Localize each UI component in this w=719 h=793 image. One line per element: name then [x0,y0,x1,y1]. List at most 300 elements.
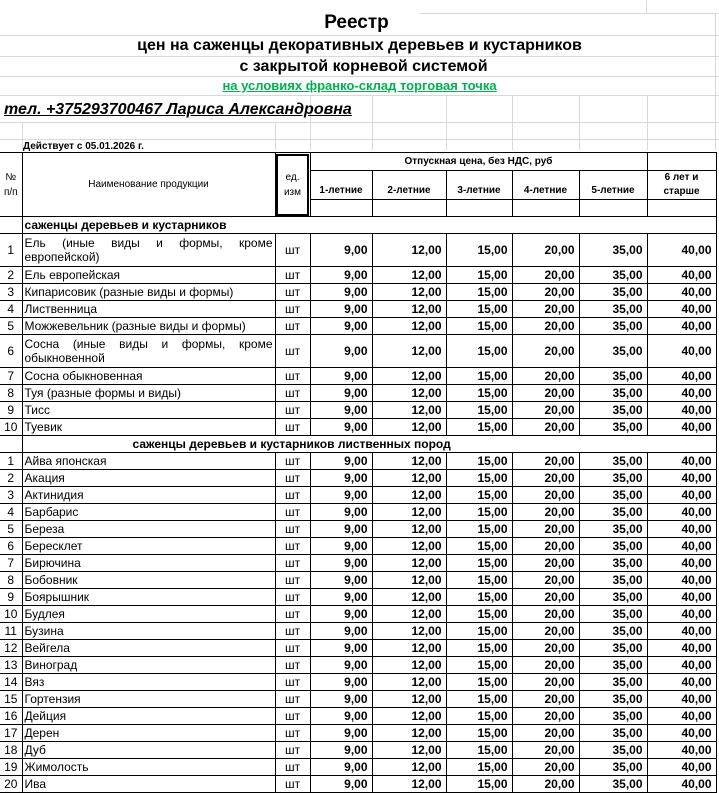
price-cell: 40,00 [647,521,716,538]
price-cell: 20,00 [512,708,579,725]
col-number-header: № п/п [0,153,22,217]
table-row [0,284,716,301]
unit-of-measure: шт [275,267,310,284]
price-cell: 12,00 [372,589,446,606]
row-number: 9 [0,589,22,606]
product-name: Сосна обыкновенная [22,368,275,385]
col-name-header: Наименование продукции [22,153,275,217]
col-price-1-header: 1-летние [310,171,372,200]
price-cell: 9,00 [310,555,372,572]
price-cell: 15,00 [446,470,512,487]
price-cell: 35,00 [579,504,647,521]
price-cell: 20,00 [512,385,579,402]
price-cell: 9,00 [310,674,372,691]
document-title: Реестр [324,12,389,33]
price-cell: 20,00 [512,674,579,691]
price-cell: 20,00 [512,606,579,623]
product-name: Вяз [22,674,275,691]
price-cell: 20,00 [512,640,579,657]
price-cell: 9,00 [310,301,372,318]
product-name: Бузина [22,623,275,640]
price-cell: 35,00 [579,301,647,318]
price-cell: 20,00 [512,504,579,521]
price-cell: 15,00 [446,538,512,555]
price-cell: 35,00 [579,385,647,402]
price-cell: 12,00 [372,708,446,725]
price-cell: 40,00 [647,538,716,555]
product-name: Береза [22,521,275,538]
price-cell: 9,00 [310,657,372,674]
price-cell: 20,00 [512,487,579,504]
price-cell: 9,00 [310,470,372,487]
price-cell: 9,00 [310,572,372,589]
document-subtitle: цен на саженцы декоративных деревьев и кустарников [137,37,582,54]
price-cell: 20,00 [512,725,579,742]
price-cell: 35,00 [579,419,647,436]
row-number: 10 [0,606,22,623]
row-number: 9 [0,402,22,419]
price-cell: 40,00 [647,623,716,640]
price-cell: 35,00 [579,487,647,504]
price-cell: 35,00 [579,234,647,267]
price-cell: 35,00 [579,284,647,301]
price-cell: 20,00 [512,572,579,589]
price-cell: 40,00 [647,284,716,301]
price-cell: 40,00 [647,691,716,708]
table-row [0,555,716,572]
price-cell: 40,00 [647,589,716,606]
price-cell: 12,00 [372,572,446,589]
table-row [0,640,716,657]
price-cell: 40,00 [647,742,716,759]
price-cell: 35,00 [579,335,647,368]
price-cell: 9,00 [310,691,372,708]
price-cell: 40,00 [647,470,716,487]
price-cell: 12,00 [372,759,446,776]
price-cell: 12,00 [372,284,446,301]
price-cell: 12,00 [372,776,446,793]
price-cell: 15,00 [446,402,512,419]
unit-of-measure: шт [275,776,310,793]
price-cell: 15,00 [446,284,512,301]
price-cell: 20,00 [512,538,579,555]
product-name: Дейция [22,708,275,725]
price-cell: 15,00 [446,691,512,708]
price-cell: 12,00 [372,640,446,657]
blank-cell [0,436,22,453]
price-cell: 40,00 [647,335,716,368]
price-cell: 15,00 [446,301,512,318]
col-price-2-header: 2-летние [372,171,446,200]
price-cell: 12,00 [372,335,446,368]
section-header-row [0,217,716,234]
price-cell: 35,00 [579,589,647,606]
product-name: Виноград [22,657,275,674]
price-cell: 15,00 [446,742,512,759]
unit-of-measure: шт [275,572,310,589]
blank-cell [647,200,716,217]
price-cell: 35,00 [579,776,647,793]
unit-of-measure: шт [275,606,310,623]
table-row [0,419,716,436]
table-row [0,589,716,606]
price-table [0,152,717,793]
price-cell: 15,00 [446,267,512,284]
price-cell: 9,00 [310,267,372,284]
price-cell: 15,00 [446,521,512,538]
price-cell: 12,00 [372,657,446,674]
unit-of-measure: шт [275,657,310,674]
price-cell: 40,00 [647,776,716,793]
price-cell: 40,00 [647,759,716,776]
product-name: Айва японская [22,453,275,470]
col-unit-header[interactable]: ед. изм [275,153,310,217]
price-cell: 35,00 [579,691,647,708]
unit-of-measure: шт [275,759,310,776]
price-cell: 12,00 [372,725,446,742]
unit-of-measure: шт [275,538,310,555]
price-cell: 20,00 [512,623,579,640]
price-group-header: Отпускная цена, без НДС, руб [310,153,647,171]
price-cell: 35,00 [579,742,647,759]
col-price-6-header: 6 лет и старше [647,171,716,200]
table-row [0,674,716,691]
price-cell: 15,00 [446,725,512,742]
effective-date: Действует с 05.01.2026 г. [23,141,144,152]
unit-of-measure: шт [275,385,310,402]
price-cell: 20,00 [512,284,579,301]
table-row [0,385,716,402]
section-title: саженцы деревьев и кустарников [22,217,310,234]
row-number: 1 [0,453,22,470]
unit-of-measure: шт [275,284,310,301]
price-cell: 9,00 [310,368,372,385]
unit-of-measure: шт [275,742,310,759]
product-name: Ель европейская [22,267,275,284]
price-cell: 15,00 [446,572,512,589]
price-cell: 12,00 [372,402,446,419]
unit-of-measure: шт [275,402,310,419]
price-cell: 15,00 [446,453,512,470]
row-number: 8 [0,572,22,589]
table-row [0,504,716,521]
price-cell: 20,00 [512,742,579,759]
header-row [0,153,716,171]
price-cell: 9,00 [310,504,372,521]
unit-of-measure: шт [275,453,310,470]
price-cell: 40,00 [647,504,716,521]
product-name: Жимолость [22,759,275,776]
row-number: 2 [0,470,22,487]
price-cell: 12,00 [372,385,446,402]
price-cell: 15,00 [446,776,512,793]
price-cell: 15,00 [446,623,512,640]
price-cell: 40,00 [647,674,716,691]
price-cell: 15,00 [446,419,512,436]
col-price-5-header: 5-летние [579,171,647,200]
price-cell: 40,00 [647,708,716,725]
row-number: 10 [0,419,22,436]
price-cell: 35,00 [579,453,647,470]
price-cell: 20,00 [512,555,579,572]
price-cell: 40,00 [647,555,716,572]
price-cell: 12,00 [372,419,446,436]
price-cell: 15,00 [446,318,512,335]
price-cell: 15,00 [446,606,512,623]
price-cell: 40,00 [647,487,716,504]
product-name: Тисс [22,402,275,419]
product-name: Бирючина [22,555,275,572]
unit-of-measure: шт [275,504,310,521]
price-cell: 9,00 [310,759,372,776]
price-cell: 9,00 [310,538,372,555]
price-cell: 20,00 [512,521,579,538]
unit-of-measure: шт [275,674,310,691]
row-number: 14 [0,674,22,691]
row-number: 1 [0,234,22,267]
row-number: 4 [0,504,22,521]
row-number: 12 [0,640,22,657]
price-cell: 35,00 [579,657,647,674]
price-cell: 35,00 [579,470,647,487]
price-cell: 9,00 [310,589,372,606]
price-cell: 35,00 [579,318,647,335]
table-row [0,453,716,470]
row-number: 19 [0,759,22,776]
price-cell: 40,00 [647,368,716,385]
unit-of-measure: шт [275,470,310,487]
product-name: Актинидия [22,487,275,504]
blank-cell [647,436,716,453]
table-row [0,402,716,419]
price-cell: 40,00 [647,657,716,674]
price-cell: 35,00 [579,759,647,776]
price-cell: 35,00 [579,606,647,623]
price-cell: 20,00 [512,419,579,436]
product-name: Бересклет [22,538,275,555]
price-cell: 20,00 [512,589,579,606]
price-cell: 20,00 [512,301,579,318]
row-number: 6 [0,538,22,555]
price-cell: 9,00 [310,708,372,725]
table-row [0,759,716,776]
price-cell: 9,00 [310,453,372,470]
price-cell: 9,00 [310,402,372,419]
price-cell: 12,00 [372,555,446,572]
price-cell: 9,00 [310,521,372,538]
table-row [0,234,716,267]
row-number: 2 [0,267,22,284]
row-number: 11 [0,623,22,640]
unit-of-measure: шт [275,419,310,436]
table-row [0,725,716,742]
product-name: Туевик [22,419,275,436]
table-row [0,623,716,640]
price-cell: 9,00 [310,385,372,402]
table-row [0,538,716,555]
blank-cell [446,200,512,217]
row-number: 7 [0,555,22,572]
price-cell: 20,00 [512,776,579,793]
unit-of-measure: шт [275,318,310,335]
table-row [0,691,716,708]
price-cell: 12,00 [372,674,446,691]
blank-header-cell [647,153,716,171]
price-cell: 9,00 [310,335,372,368]
price-cell: 20,00 [512,402,579,419]
price-cell: 20,00 [512,234,579,267]
product-name: Барбарис [22,504,275,521]
unit-of-measure: шт [275,725,310,742]
price-cell: 40,00 [647,572,716,589]
price-cell: 40,00 [647,301,716,318]
price-cell: 15,00 [446,555,512,572]
product-name: Вейгела [22,640,275,657]
row-number: 17 [0,725,22,742]
price-cell: 9,00 [310,742,372,759]
price-cell: 9,00 [310,318,372,335]
price-cell: 40,00 [647,419,716,436]
table-row [0,318,716,335]
table-row [0,708,716,725]
price-cell: 35,00 [579,521,647,538]
product-name: Дерен [22,725,275,742]
price-cell: 15,00 [446,368,512,385]
price-cell: 15,00 [446,708,512,725]
unit-of-measure: шт [275,335,310,368]
price-cell: 15,00 [446,674,512,691]
price-cell: 40,00 [647,606,716,623]
product-name: Лиственница [22,301,275,318]
table-row [0,487,716,504]
price-cell: 12,00 [372,487,446,504]
unit-of-measure: шт [275,589,310,606]
price-cell: 15,00 [446,759,512,776]
product-name: Ива [22,776,275,793]
row-number: 6 [0,335,22,368]
blank-cell [310,200,372,217]
section-header-row [0,436,716,453]
price-cell: 15,00 [446,589,512,606]
price-cell: 35,00 [579,725,647,742]
price-cell: 20,00 [512,691,579,708]
price-cell: 12,00 [372,504,446,521]
price-cell: 15,00 [446,487,512,504]
price-cell: 35,00 [579,708,647,725]
table-row [0,572,716,589]
price-cell: 35,00 [579,674,647,691]
row-number: 5 [0,521,22,538]
table-row [0,657,716,674]
price-cell: 12,00 [372,538,446,555]
unit-of-measure: шт [275,640,310,657]
unit-of-measure: шт [275,234,310,267]
blank-cell [310,217,716,234]
unit-of-measure: шт [275,555,310,572]
row-number: 15 [0,691,22,708]
price-cell: 35,00 [579,368,647,385]
price-cell: 12,00 [372,267,446,284]
product-name: Бобовник [22,572,275,589]
price-cell: 40,00 [647,640,716,657]
price-cell: 35,00 [579,555,647,572]
unit-of-measure: шт [275,691,310,708]
row-number: 16 [0,708,22,725]
price-cell: 12,00 [372,623,446,640]
table-row [0,742,716,759]
price-cell: 12,00 [372,606,446,623]
row-number: 4 [0,301,22,318]
price-cell: 20,00 [512,470,579,487]
price-cell: 40,00 [647,385,716,402]
price-cell: 12,00 [372,470,446,487]
price-cell: 35,00 [579,640,647,657]
price-cell: 15,00 [446,640,512,657]
price-cell: 12,00 [372,742,446,759]
price-cell: 20,00 [512,759,579,776]
row-number: 18 [0,742,22,759]
price-cell: 35,00 [579,572,647,589]
unit-of-measure: шт [275,301,310,318]
table-row [0,301,716,318]
row-number: 13 [0,657,22,674]
price-cell: 9,00 [310,284,372,301]
product-name: Можжевельник (разные виды и формы) [22,318,275,335]
product-name: Туя (разные формы и виды) [22,385,275,402]
unit-of-measure: шт [275,368,310,385]
price-cell: 9,00 [310,606,372,623]
price-cell: 35,00 [579,402,647,419]
blank-cell [579,200,647,217]
col-price-4-header: 4-летние [512,171,579,200]
price-cell: 9,00 [310,776,372,793]
row-number: 3 [0,284,22,301]
product-name: Акация [22,470,275,487]
product-name: Кипарисовик (разные виды и формы) [22,284,275,301]
blank-cell [0,217,22,234]
price-cell: 12,00 [372,301,446,318]
price-cell: 20,00 [512,453,579,470]
price-cell: 12,00 [372,691,446,708]
price-cell: 15,00 [446,335,512,368]
price-cell: 20,00 [512,335,579,368]
col-price-3-header: 3-летние [446,171,512,200]
price-cell: 12,00 [372,521,446,538]
product-name: Боярышник [22,589,275,606]
price-cell: 20,00 [512,657,579,674]
price-cell: 35,00 [579,267,647,284]
price-cell: 35,00 [579,623,647,640]
product-name: Будлея [22,606,275,623]
row-number: 7 [0,368,22,385]
price-cell: 35,00 [579,538,647,555]
row-number: 5 [0,318,22,335]
price-cell: 9,00 [310,487,372,504]
product-name: Ель (иные виды и формы, кроме европейской) [22,234,275,267]
price-cell: 40,00 [647,318,716,335]
table-row [0,335,716,368]
price-cell: 12,00 [372,453,446,470]
table-row [0,470,716,487]
unit-of-measure: шт [275,521,310,538]
price-cell: 20,00 [512,267,579,284]
contact-phone: тел. +375293700467 Лариса Александровна [4,101,352,118]
price-cell: 20,00 [512,368,579,385]
table-row [0,267,716,284]
price-cell: 9,00 [310,234,372,267]
row-number: 3 [0,487,22,504]
price-cell: 12,00 [372,234,446,267]
